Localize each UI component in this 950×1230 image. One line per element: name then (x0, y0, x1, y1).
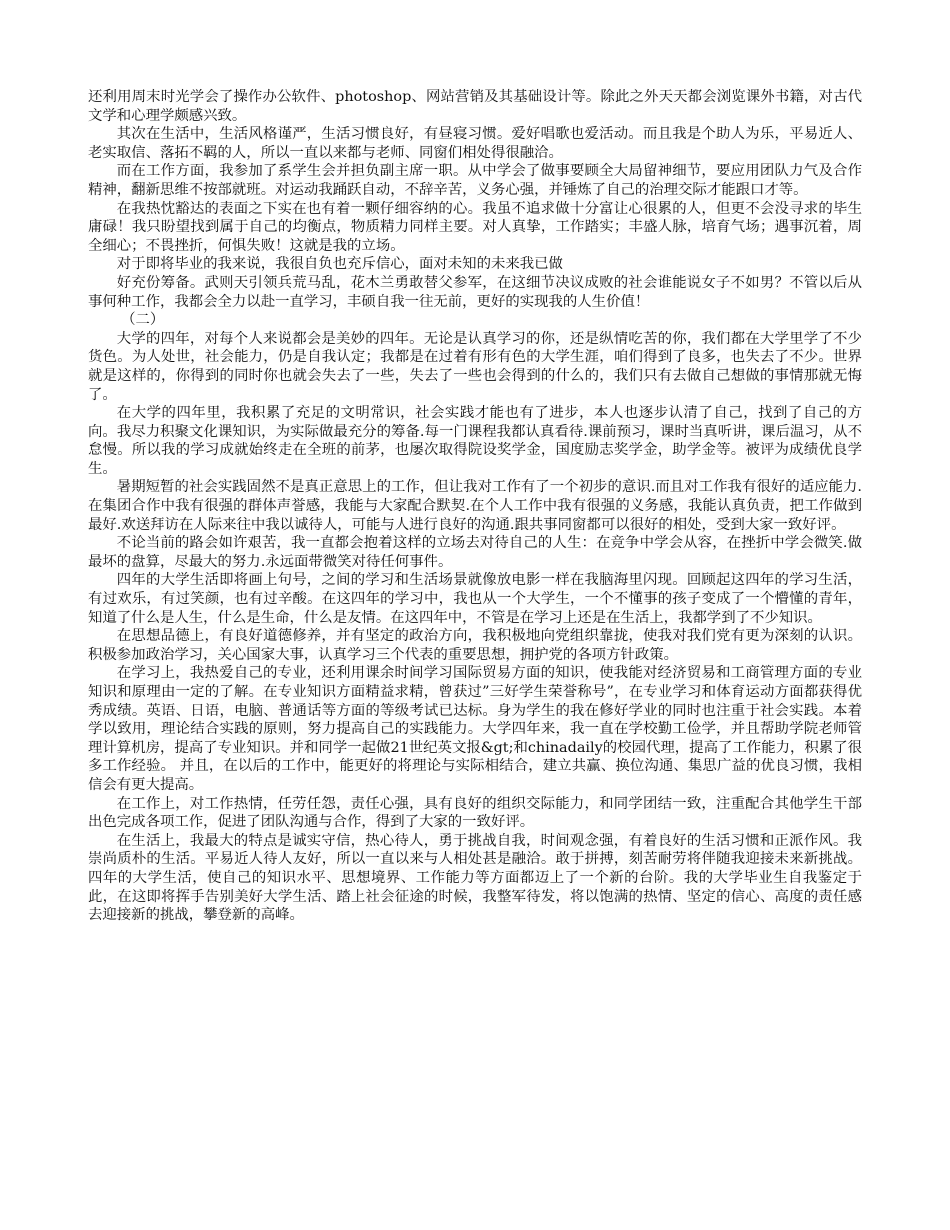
paragraph-2: 其次在生活中，生活风格谨严，生活习惯良好，有昼寝习惯。爱好唱歌也爱活动。而且我是个助人为乐，平易近人、老实取信、落拓不羁的人，所以一直以来都与老师、同窗们相处得很融洽。 (88, 126, 862, 161)
paragraph-1: 还利用周末时光学会了操作办公软件、photoshop、网站营销及其基础设计等。除此之外天天都会浏览课外书籍，对古代文学和心理学颇感兴致。 (88, 89, 862, 124)
document-page (88, 88, 862, 925)
paragraph-4: 在我热忱豁达的表面之下实在也有着一颗仔细容纳的心。我虽不追求做十分富让心很累的人，但更不会没寻求的毕生庸碌！我只盼望找到属于自己的均衡点，物质精力同样主要。对人真挚，工作踏实；丰盛人脉，培育气场；遇事沉着，周全细心；不畏挫折，何惧失败！这就是我的立场。 (88, 200, 862, 254)
section-heading-two: （二） (121, 312, 165, 329)
paragraph-3: 而在工作方面，我参加了系学生会并担负副主席一职。从中学会了做事要顾全大局留神细节，要应用团队力气及合作精神，翻新思维不按部就班。对运动我踊跃自动，不辞辛苦，义务心强，并锤炼了自己的治理交际才能跟口才等。 (88, 163, 862, 198)
paragraph-8: 在大学的四年里，我积累了充足的文明常识，社会实践才能也有了进步，本人也逐步认清了自己，找到了自己的方向。我尽力积聚文化课知识，为实际做最充分的筹备.每一门课程我都认真看待.课前预习，课时当真听讲，课后温习，从不怠慢。所以我的学习成就始终走在全班的前茅，也屡次取得院设奖学金，国度励志奖学金，助学金等。被评为成绩优良学生。 (88, 405, 862, 477)
paragraph-9: 暑期短暂的社会实践固然不是真正意思上的工作，但让我对工作有了一个初步的意识.而且对工作我有很好的适应能力.在集团合作中我有很强的群体声誉感，我能与大家配合默契.在个人工作中我有很强的义务感，我能认真负责，把工作做到最好.欢送拜访在人际来往中我以诚待人，可能与人进行良好的沟通.跟共事同窗都可以很好的相处，受到大家一致好评。 (88, 479, 862, 533)
paragraph-14: 在工作上，对工作热情，任劳任怨，责任心强，具有良好的组织交际能力，和同学团结一致，注重配合其他学生干部出色完成各项工作，促进了团队沟通与合作，得到了大家的一致好评。 (88, 795, 862, 831)
paragraph-7: 大学的四年，对每个人来说都会是美妙的四年。无论是认真学习的你，还是纵情吃苦的你，我们都在大学里学了不少货色。为人处世，社会能力，仍是自我认定；我都是在过着有形有色的大学生涯，咱们得到了良多，也失去了不少。世界就是这样的，你得到的同时你也就会失去了一些，失去了一些也会得到的什么的，我们只有去做自己想做的事情那就无悔了。 (88, 330, 862, 403)
paragraph-15: 在生活上，我最大的特点是诚实守信，热心待人，勇于挑战自我，时间观念强，有着良好的生活习惯和正派作风。我崇尚质朴的生活。平易近人待人友好，所以一直以来与人相处甚是融洽。敢于拼搏，刻苦耐劳将伴随我迎接未来新挑战。 四年的大学生活，使自己的知识水平、思想境界、工作能力等方面都迈上了一个新的台阶。我的大学毕业生自我鉴定于此，在这即将挥手告别美好大学生活、踏上社会征途的时候，我整军待发，将以饱满的热情、坚定的信心、高度的责任感去迎接新的挑战，攀登新的高峰。 (88, 832, 862, 924)
paragraph-10: 不论当前的路会如许艰苦，我一直都会抱着这样的立场去对待自己的人生：在竞争中学会从容，在挫折中学会微笑.做最坏的盘算，尽最大的努力.永远面带微笑对待任何事件。 (88, 535, 862, 570)
paragraph-13: 在学习上，我热爱自己的专业，还利用课余时间学习国际贸易方面的知识，使我能对经济贸易和工商管理方面的专业知识和原理由一定的了解。在专业知识方面精益求精，曾获过”三好学生荣誉称号”，在专业学习和体育运动方面都获得优秀成绩。英语、日语，电脑、普通话等方面的等级考试已达标。身为学生的我在修好学业的同时也注重于社会实践。本着学以致用，理论结合实践的原则，努力提高自己的实践能力。大学四年来，我一直在学校勤工俭学，并且帮助学院老师管理计算机房，提高了专业知识。并和同学一起做21世纪英文报&gt;和chinadaily的校园代理，提高了工作能力，积累了很多工作经验。 并且，在以后的工作中，能更好的将理论与实际相结合，建立共赢、换位沟通、集思广益的优良习惯，我相信会有更大提高。 (88, 665, 862, 793)
paragraph-5: 对于即将毕业的我来说，我很自负也充斥信心，面对未知的未来我已做 (116, 256, 563, 273)
paragraph-6: 好充份筹备。武则天引领兵荒马乱，花木兰勇敢替父参军，在这细节决议成败的社会谁能说女子不如男？不管以后从事何种工作，我都会全力以赴一直学习，丰硕自我一往无前，更好的实现我的人生价值！ (88, 274, 862, 310)
paragraph-11: 四年的大学生活即将画上句号，之间的学习和生活场景就像放电影一样在我脑海里闪现。回顾起这四年的学习生活，有过欢乐，有过笑颜，也有过辛酸。在这四年的学习中，我也从一个大学生，一个不懂事的孩子变成了一个懵懂的青年，知道了什么是人生，什么是生命，什么是友情。在这四年中，不管是在学习上还是在生活上，我都学到了不少知识。 (88, 572, 862, 626)
paragraph-12: 在思想品德上，有良好道德修养，并有坚定的政治方向，我积极地向党组织靠拢，使我对我们党有更为深刻的认识。积极参加政治学习，关心国家大事，认真学习三个代表的重要思想，拥护党的各项方针政策。 (88, 628, 862, 663)
